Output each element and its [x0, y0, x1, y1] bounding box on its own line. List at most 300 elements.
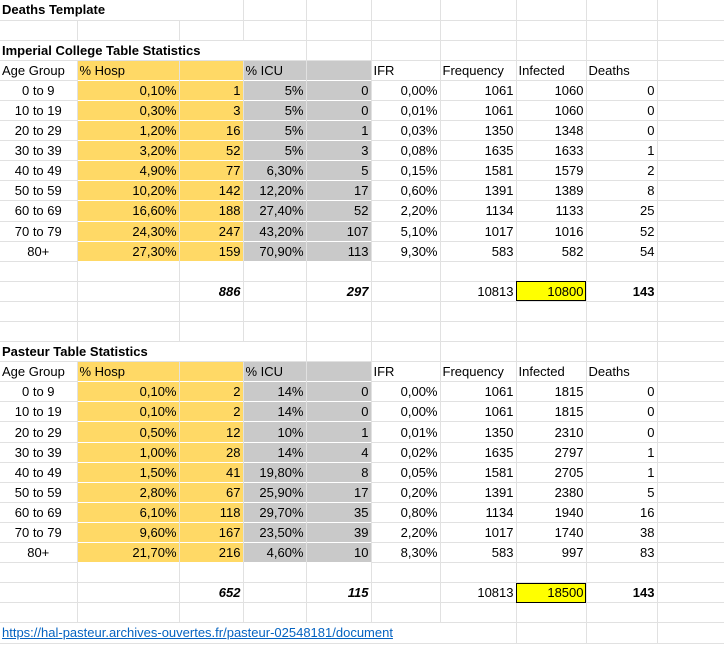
- age-group-cell[interactable]: 70 to 79: [0, 522, 77, 542]
- infected-cell[interactable]: 1389: [516, 181, 586, 201]
- icu-count-cell[interactable]: 0: [306, 402, 371, 422]
- hosp-count-cell[interactable]: 16: [179, 121, 243, 141]
- total-infected-cell[interactable]: 10800: [516, 281, 586, 301]
- frequency-cell[interactable]: 583: [440, 543, 516, 563]
- hosp-count-cell[interactable]: 2: [179, 382, 243, 402]
- header-age-group[interactable]: Age Group: [0, 362, 77, 382]
- header-icu[interactable]: % ICU: [243, 362, 306, 382]
- icu-pct-cell[interactable]: 6,30%: [243, 161, 306, 181]
- empty-cell[interactable]: [371, 583, 440, 603]
- empty-cell[interactable]: [586, 322, 657, 342]
- icu-count-cell[interactable]: 17: [306, 181, 371, 201]
- header-infected[interactable]: Infected: [516, 362, 586, 382]
- empty-cell[interactable]: [516, 603, 586, 623]
- icu-pct-cell[interactable]: 23,50%: [243, 522, 306, 542]
- frequency-cell[interactable]: 1061: [440, 382, 516, 402]
- ifr-cell[interactable]: 0,05%: [371, 462, 440, 482]
- deaths-cell[interactable]: 54: [586, 241, 657, 261]
- frequency-cell[interactable]: 1350: [440, 121, 516, 141]
- empty-cell[interactable]: [243, 301, 306, 321]
- frequency-cell[interactable]: 1581: [440, 161, 516, 181]
- header-icu[interactable]: % ICU: [243, 60, 306, 80]
- age-group-cell[interactable]: 70 to 79: [0, 221, 77, 241]
- empty-cell[interactable]: [371, 603, 440, 623]
- infected-cell[interactable]: 2380: [516, 482, 586, 502]
- deaths-cell[interactable]: 25: [586, 201, 657, 221]
- deaths-cell[interactable]: 0: [586, 121, 657, 141]
- icu-pct-cell[interactable]: 19,80%: [243, 462, 306, 482]
- empty-cell[interactable]: [179, 261, 243, 281]
- icu-count-cell[interactable]: 1: [306, 422, 371, 442]
- header-icu-n[interactable]: [306, 362, 371, 382]
- age-group-cell[interactable]: 50 to 59: [0, 482, 77, 502]
- empty-cell[interactable]: [657, 342, 724, 362]
- empty-cell[interactable]: [657, 322, 724, 342]
- empty-cell[interactable]: [657, 482, 724, 502]
- icu-count-cell[interactable]: 10: [306, 543, 371, 563]
- empty-cell[interactable]: [77, 20, 179, 40]
- empty-cell[interactable]: [371, 563, 440, 583]
- icu-count-cell[interactable]: 1: [306, 121, 371, 141]
- hosp-pct-cell[interactable]: 0,30%: [77, 100, 179, 120]
- icu-pct-cell[interactable]: 14%: [243, 382, 306, 402]
- frequency-cell[interactable]: 1635: [440, 442, 516, 462]
- frequency-cell[interactable]: 1061: [440, 402, 516, 422]
- hosp-pct-cell[interactable]: 0,10%: [77, 382, 179, 402]
- hosp-count-cell[interactable]: 67: [179, 482, 243, 502]
- ifr-cell[interactable]: 0,01%: [371, 100, 440, 120]
- empty-cell[interactable]: [440, 322, 516, 342]
- empty-cell[interactable]: [516, 20, 586, 40]
- empty-cell[interactable]: [371, 281, 440, 301]
- age-group-cell[interactable]: 50 to 59: [0, 181, 77, 201]
- empty-cell[interactable]: [77, 563, 179, 583]
- empty-cell[interactable]: [657, 563, 724, 583]
- deaths-cell[interactable]: 0: [586, 422, 657, 442]
- ifr-cell[interactable]: 0,08%: [371, 141, 440, 161]
- total-hosp-cell[interactable]: 652: [179, 583, 243, 603]
- empty-cell[interactable]: [0, 20, 77, 40]
- empty-cell[interactable]: [516, 563, 586, 583]
- age-group-cell[interactable]: 40 to 49: [0, 462, 77, 482]
- age-group-cell[interactable]: 20 to 29: [0, 422, 77, 442]
- empty-cell[interactable]: [243, 281, 306, 301]
- empty-cell[interactable]: [657, 161, 724, 181]
- empty-cell[interactable]: [243, 563, 306, 583]
- icu-count-cell[interactable]: 0: [306, 100, 371, 120]
- total-deaths-cell[interactable]: 143: [586, 583, 657, 603]
- empty-cell[interactable]: [371, 261, 440, 281]
- deaths-cell[interactable]: 5: [586, 482, 657, 502]
- empty-cell[interactable]: [586, 563, 657, 583]
- empty-cell[interactable]: [657, 442, 724, 462]
- header-frequency[interactable]: Frequency: [440, 60, 516, 80]
- infected-cell[interactable]: 1940: [516, 502, 586, 522]
- hosp-pct-cell[interactable]: 0,10%: [77, 402, 179, 422]
- empty-cell[interactable]: [657, 382, 724, 402]
- ifr-cell[interactable]: 8,30%: [371, 543, 440, 563]
- header-hosp[interactable]: % Hosp: [77, 362, 179, 382]
- frequency-cell[interactable]: 1635: [440, 141, 516, 161]
- age-group-cell[interactable]: 0 to 9: [0, 80, 77, 100]
- icu-count-cell[interactable]: 0: [306, 80, 371, 100]
- empty-cell[interactable]: [516, 40, 586, 60]
- infected-cell[interactable]: 1815: [516, 382, 586, 402]
- empty-cell[interactable]: [586, 603, 657, 623]
- empty-cell[interactable]: [516, 301, 586, 321]
- empty-cell[interactable]: [586, 40, 657, 60]
- empty-cell[interactable]: [440, 261, 516, 281]
- empty-cell[interactable]: [77, 281, 179, 301]
- empty-cell[interactable]: [657, 261, 724, 281]
- hosp-count-cell[interactable]: 167: [179, 522, 243, 542]
- header-frequency[interactable]: Frequency: [440, 362, 516, 382]
- deaths-cell[interactable]: 0: [586, 80, 657, 100]
- deaths-cell[interactable]: 16: [586, 502, 657, 522]
- empty-cell[interactable]: [657, 0, 724, 20]
- ifr-cell[interactable]: 0,20%: [371, 482, 440, 502]
- empty-cell[interactable]: [77, 583, 179, 603]
- icu-pct-cell[interactable]: 4,60%: [243, 543, 306, 563]
- empty-cell[interactable]: [243, 261, 306, 281]
- deaths-cell[interactable]: 38: [586, 522, 657, 542]
- frequency-cell[interactable]: 1581: [440, 462, 516, 482]
- ifr-cell[interactable]: 0,80%: [371, 502, 440, 522]
- empty-cell[interactable]: [657, 121, 724, 141]
- empty-cell[interactable]: [243, 583, 306, 603]
- age-group-cell[interactable]: 10 to 19: [0, 100, 77, 120]
- empty-cell[interactable]: [657, 362, 724, 382]
- icu-pct-cell[interactable]: 14%: [243, 402, 306, 422]
- deaths-cell[interactable]: 0: [586, 402, 657, 422]
- empty-cell[interactable]: [657, 181, 724, 201]
- empty-cell[interactable]: [516, 322, 586, 342]
- ifr-cell[interactable]: 2,20%: [371, 522, 440, 542]
- icu-count-cell[interactable]: 17: [306, 482, 371, 502]
- header-ifr[interactable]: IFR: [371, 362, 440, 382]
- icu-pct-cell[interactable]: 70,90%: [243, 241, 306, 261]
- icu-count-cell[interactable]: 8: [306, 462, 371, 482]
- ifr-cell[interactable]: 0,00%: [371, 402, 440, 422]
- icu-count-cell[interactable]: 35: [306, 502, 371, 522]
- ifr-cell[interactable]: 2,20%: [371, 201, 440, 221]
- empty-cell[interactable]: [657, 522, 724, 542]
- hosp-count-cell[interactable]: 52: [179, 141, 243, 161]
- infected-cell[interactable]: 582: [516, 241, 586, 261]
- frequency-cell[interactable]: 1134: [440, 502, 516, 522]
- icu-pct-cell[interactable]: 27,40%: [243, 201, 306, 221]
- hosp-count-cell[interactable]: 28: [179, 442, 243, 462]
- hosp-pct-cell[interactable]: 9,60%: [77, 522, 179, 542]
- infected-cell[interactable]: 1815: [516, 402, 586, 422]
- empty-cell[interactable]: [371, 301, 440, 321]
- empty-cell[interactable]: [243, 322, 306, 342]
- hosp-count-cell[interactable]: 216: [179, 543, 243, 563]
- hosp-pct-cell[interactable]: 6,10%: [77, 502, 179, 522]
- hosp-count-cell[interactable]: 77: [179, 161, 243, 181]
- infected-cell[interactable]: 997: [516, 543, 586, 563]
- hosp-count-cell[interactable]: 3: [179, 100, 243, 120]
- empty-cell[interactable]: [179, 603, 243, 623]
- empty-cell[interactable]: [440, 342, 516, 362]
- ifr-cell[interactable]: 0,60%: [371, 181, 440, 201]
- deaths-cell[interactable]: 0: [586, 382, 657, 402]
- empty-cell[interactable]: [516, 0, 586, 20]
- sheet-title[interactable]: Deaths Template: [0, 0, 243, 20]
- infected-cell[interactable]: 1133: [516, 201, 586, 221]
- empty-cell[interactable]: [371, 342, 440, 362]
- empty-cell[interactable]: [440, 40, 516, 60]
- empty-cell[interactable]: [179, 322, 243, 342]
- empty-cell[interactable]: [657, 20, 724, 40]
- empty-cell[interactable]: [306, 342, 371, 362]
- empty-cell[interactable]: [657, 462, 724, 482]
- header-age-group[interactable]: Age Group: [0, 60, 77, 80]
- hosp-pct-cell[interactable]: 10,20%: [77, 181, 179, 201]
- ifr-cell[interactable]: 9,30%: [371, 241, 440, 261]
- frequency-cell[interactable]: 1017: [440, 221, 516, 241]
- hosp-count-cell[interactable]: 159: [179, 241, 243, 261]
- empty-cell[interactable]: [657, 402, 724, 422]
- empty-cell[interactable]: [657, 502, 724, 522]
- empty-cell[interactable]: [440, 20, 516, 40]
- empty-cell[interactable]: [440, 0, 516, 20]
- empty-cell[interactable]: [0, 563, 77, 583]
- empty-cell[interactable]: [0, 281, 77, 301]
- frequency-cell[interactable]: 1017: [440, 522, 516, 542]
- empty-cell[interactable]: [657, 40, 724, 60]
- frequency-cell[interactable]: 1391: [440, 482, 516, 502]
- hosp-pct-cell[interactable]: 16,60%: [77, 201, 179, 221]
- age-group-cell[interactable]: 60 to 69: [0, 502, 77, 522]
- header-ifr[interactable]: IFR: [371, 60, 440, 80]
- hosp-pct-cell[interactable]: 21,70%: [77, 543, 179, 563]
- frequency-cell[interactable]: 583: [440, 241, 516, 261]
- empty-cell[interactable]: [179, 20, 243, 40]
- frequency-cell[interactable]: 1350: [440, 422, 516, 442]
- empty-cell[interactable]: [657, 100, 724, 120]
- infected-cell[interactable]: 1579: [516, 161, 586, 181]
- empty-cell[interactable]: [516, 623, 586, 643]
- ifr-cell[interactable]: 0,00%: [371, 382, 440, 402]
- total-frequency-cell[interactable]: 10813: [440, 281, 516, 301]
- icu-pct-cell[interactable]: 5%: [243, 141, 306, 161]
- icu-count-cell[interactable]: 4: [306, 442, 371, 462]
- empty-cell[interactable]: [586, 301, 657, 321]
- infected-cell[interactable]: 2310: [516, 422, 586, 442]
- header-infected[interactable]: Infected: [516, 60, 586, 80]
- icu-pct-cell[interactable]: 25,90%: [243, 482, 306, 502]
- icu-count-cell[interactable]: 52: [306, 201, 371, 221]
- total-icu-cell[interactable]: 115: [306, 583, 371, 603]
- hosp-count-cell[interactable]: 12: [179, 422, 243, 442]
- infected-cell[interactable]: 1633: [516, 141, 586, 161]
- total-icu-cell[interactable]: 297: [306, 281, 371, 301]
- frequency-cell[interactable]: 1061: [440, 80, 516, 100]
- icu-count-cell[interactable]: 0: [306, 382, 371, 402]
- empty-cell[interactable]: [306, 301, 371, 321]
- infected-cell[interactable]: 2705: [516, 462, 586, 482]
- empty-cell[interactable]: [657, 583, 724, 603]
- empty-cell[interactable]: [657, 281, 724, 301]
- icu-pct-cell[interactable]: 12,20%: [243, 181, 306, 201]
- empty-cell[interactable]: [77, 603, 179, 623]
- ifr-cell[interactable]: 0,03%: [371, 121, 440, 141]
- empty-cell[interactable]: [657, 221, 724, 241]
- empty-cell[interactable]: [657, 60, 724, 80]
- infected-cell[interactable]: 1060: [516, 80, 586, 100]
- empty-cell[interactable]: [179, 301, 243, 321]
- empty-cell[interactable]: [0, 583, 77, 603]
- icu-pct-cell[interactable]: 43,20%: [243, 221, 306, 241]
- hosp-pct-cell[interactable]: 1,50%: [77, 462, 179, 482]
- age-group-cell[interactable]: 60 to 69: [0, 201, 77, 221]
- deaths-cell[interactable]: 1: [586, 442, 657, 462]
- empty-cell[interactable]: [657, 141, 724, 161]
- ifr-cell[interactable]: 0,02%: [371, 442, 440, 462]
- frequency-cell[interactable]: 1391: [440, 181, 516, 201]
- icu-pct-cell[interactable]: 14%: [243, 442, 306, 462]
- icu-count-cell[interactable]: 39: [306, 522, 371, 542]
- empty-cell[interactable]: [657, 422, 724, 442]
- infected-cell[interactable]: 1740: [516, 522, 586, 542]
- empty-cell[interactable]: [0, 603, 77, 623]
- hosp-pct-cell[interactable]: 1,20%: [77, 121, 179, 141]
- hosp-count-cell[interactable]: 142: [179, 181, 243, 201]
- deaths-cell[interactable]: 83: [586, 543, 657, 563]
- total-frequency-cell[interactable]: 10813: [440, 583, 516, 603]
- deaths-cell[interactable]: 0: [586, 100, 657, 120]
- hosp-count-cell[interactable]: 1: [179, 80, 243, 100]
- section-title[interactable]: Pasteur Table Statistics: [0, 342, 306, 362]
- empty-cell[interactable]: [0, 322, 77, 342]
- empty-cell[interactable]: [77, 261, 179, 281]
- empty-cell[interactable]: [586, 623, 657, 643]
- hosp-pct-cell[interactable]: 0,50%: [77, 422, 179, 442]
- ifr-cell[interactable]: 5,10%: [371, 221, 440, 241]
- total-deaths-cell[interactable]: 143: [586, 281, 657, 301]
- empty-cell[interactable]: [243, 0, 306, 20]
- infected-cell[interactable]: 1016: [516, 221, 586, 241]
- deaths-cell[interactable]: 1: [586, 141, 657, 161]
- empty-cell[interactable]: [586, 261, 657, 281]
- hosp-count-cell[interactable]: 247: [179, 221, 243, 241]
- icu-pct-cell[interactable]: 5%: [243, 80, 306, 100]
- header-hosp-n[interactable]: [179, 362, 243, 382]
- deaths-cell[interactable]: 52: [586, 221, 657, 241]
- infected-cell[interactable]: 1060: [516, 100, 586, 120]
- hosp-count-cell[interactable]: 41: [179, 462, 243, 482]
- icu-pct-cell[interactable]: 10%: [243, 422, 306, 442]
- empty-cell[interactable]: [243, 603, 306, 623]
- empty-cell[interactable]: [657, 543, 724, 563]
- total-hosp-cell[interactable]: 886: [179, 281, 243, 301]
- deaths-cell[interactable]: 2: [586, 161, 657, 181]
- empty-cell[interactable]: [306, 322, 371, 342]
- age-group-cell[interactable]: 10 to 19: [0, 402, 77, 422]
- header-deaths[interactable]: Deaths: [586, 362, 657, 382]
- empty-cell[interactable]: [371, 322, 440, 342]
- age-group-cell[interactable]: 80+: [0, 241, 77, 261]
- age-group-cell[interactable]: 80+: [0, 543, 77, 563]
- deaths-cell[interactable]: 8: [586, 181, 657, 201]
- section-title[interactable]: Imperial College Table Statistics: [0, 40, 306, 60]
- header-icu-n[interactable]: [306, 60, 371, 80]
- source-link[interactable]: https://hal-pasteur.archives-ouvertes.fr/pasteur-02548181/document: [0, 623, 516, 643]
- empty-cell[interactable]: [306, 603, 371, 623]
- infected-cell[interactable]: 2797: [516, 442, 586, 462]
- empty-cell[interactable]: [0, 261, 77, 281]
- empty-cell[interactable]: [179, 563, 243, 583]
- icu-pct-cell[interactable]: 29,70%: [243, 502, 306, 522]
- hosp-pct-cell[interactable]: 3,20%: [77, 141, 179, 161]
- empty-cell[interactable]: [0, 301, 77, 321]
- icu-count-cell[interactable]: 3: [306, 141, 371, 161]
- hosp-count-cell[interactable]: 2: [179, 402, 243, 422]
- hosp-count-cell[interactable]: 118: [179, 502, 243, 522]
- empty-cell[interactable]: [657, 80, 724, 100]
- age-group-cell[interactable]: 30 to 39: [0, 141, 77, 161]
- header-hosp[interactable]: % Hosp: [77, 60, 179, 80]
- empty-cell[interactable]: [243, 20, 306, 40]
- age-group-cell[interactable]: 0 to 9: [0, 382, 77, 402]
- empty-cell[interactable]: [371, 20, 440, 40]
- header-deaths[interactable]: Deaths: [586, 60, 657, 80]
- icu-count-cell[interactable]: 107: [306, 221, 371, 241]
- age-group-cell[interactable]: 20 to 29: [0, 121, 77, 141]
- empty-cell[interactable]: [306, 563, 371, 583]
- ifr-cell[interactable]: 0,00%: [371, 80, 440, 100]
- empty-cell[interactable]: [77, 322, 179, 342]
- hosp-pct-cell[interactable]: 27,30%: [77, 241, 179, 261]
- empty-cell[interactable]: [657, 301, 724, 321]
- empty-cell[interactable]: [306, 0, 371, 20]
- empty-cell[interactable]: [657, 201, 724, 221]
- infected-cell[interactable]: 1348: [516, 121, 586, 141]
- age-group-cell[interactable]: 40 to 49: [0, 161, 77, 181]
- ifr-cell[interactable]: 0,01%: [371, 422, 440, 442]
- hosp-pct-cell[interactable]: 4,90%: [77, 161, 179, 181]
- empty-cell[interactable]: [440, 603, 516, 623]
- empty-cell[interactable]: [371, 40, 440, 60]
- icu-pct-cell[interactable]: 5%: [243, 100, 306, 120]
- empty-cell[interactable]: [657, 241, 724, 261]
- hosp-pct-cell[interactable]: 1,00%: [77, 442, 179, 462]
- header-hosp-n[interactable]: [179, 60, 243, 80]
- frequency-cell[interactable]: 1061: [440, 100, 516, 120]
- hosp-pct-cell[interactable]: 2,80%: [77, 482, 179, 502]
- icu-pct-cell[interactable]: 5%: [243, 121, 306, 141]
- hosp-pct-cell[interactable]: 24,30%: [77, 221, 179, 241]
- empty-cell[interactable]: [657, 623, 724, 643]
- empty-cell[interactable]: [440, 301, 516, 321]
- empty-cell[interactable]: [516, 261, 586, 281]
- empty-cell[interactable]: [306, 261, 371, 281]
- ifr-cell[interactable]: 0,15%: [371, 161, 440, 181]
- icu-count-cell[interactable]: 113: [306, 241, 371, 261]
- age-group-cell[interactable]: 30 to 39: [0, 442, 77, 462]
- empty-cell[interactable]: [516, 342, 586, 362]
- empty-cell[interactable]: [371, 0, 440, 20]
- empty-cell[interactable]: [586, 0, 657, 20]
- empty-cell[interactable]: [77, 301, 179, 321]
- empty-cell[interactable]: [440, 563, 516, 583]
- icu-count-cell[interactable]: 5: [306, 161, 371, 181]
- frequency-cell[interactable]: 1134: [440, 201, 516, 221]
- empty-cell[interactable]: [306, 20, 371, 40]
- empty-cell[interactable]: [306, 40, 371, 60]
- empty-cell[interactable]: [586, 20, 657, 40]
